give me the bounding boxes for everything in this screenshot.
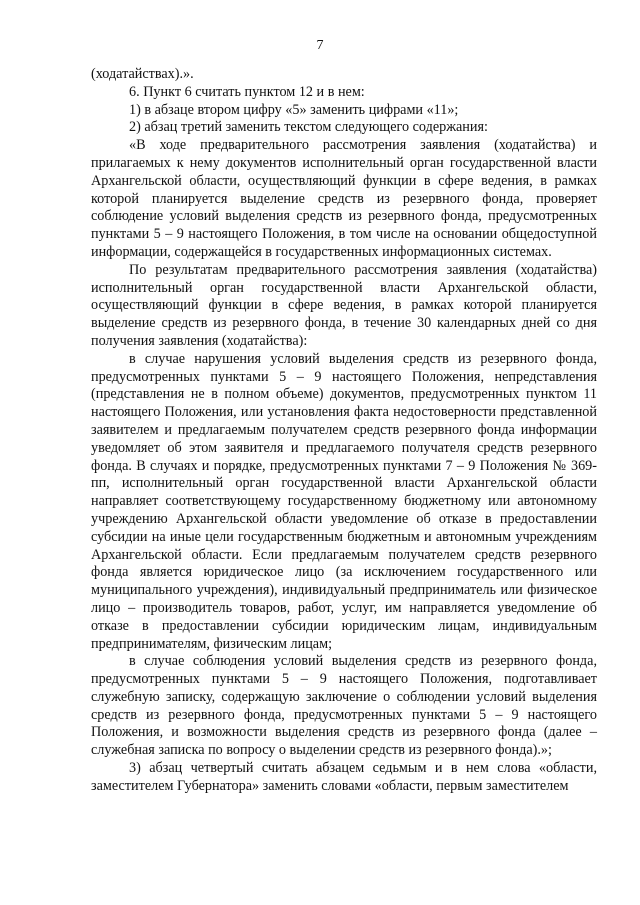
- paragraph-2: 1) в абзаце втором цифру «5» заменить цифрами «11»;: [129, 101, 459, 118]
- paragraph-8: 3) абзац четвертый считать абзацем седьмым и в нем слова «области, заместителем Губернатора» заменить словами «области, первым заместителем: [91, 760, 597, 794]
- page-number: 7: [316, 38, 324, 53]
- paragraph-5: По результатам предварительного рассмотрения заявления (ходатайства) исполнительный орган государственной власти Архангельской области, осуществляющий функции в сфере ведения, в рамках которой планируется выделение средств из резервного фонда, в течение 30 календарных дней со дня получения заявления (ходатайства):: [91, 261, 597, 349]
- paragraph-7: в случае соблюдения условий выделения средств из резервного фонда, предусмотренных пунктами 5 – 9 настоящего Положения, подготавливает служебную записку, содержащую заключение о соблюдении условий выделения средств из резервного фонда, предусмотренных пунктами 5 – 9 настоящего Положения, и возможности выделения средств из резервного фонда (далее – служебная записка по вопросу о выделении средств из резервного фонда).»;: [91, 653, 597, 759]
- paragraph-1: 6. Пункт 6 считать пунктом 12 и в нем:: [129, 83, 365, 100]
- document-body: [91, 66, 597, 796]
- paragraph-0: (ходатайствах).».: [91, 66, 194, 82]
- paragraph-3: 2) абзац третий заменить текстом следующего содержания:: [129, 119, 488, 136]
- paragraph-6: в случае нарушения условий выделения средств из резервного фонда, предусмотренных пунктами 5 – 9 настоящего Положения, непредставления (представления не в полном объеме) документов, предусмотренных пунктом 11 настоящего Положения, или установления факта недостоверности представленной заявителем и предлагаемым получателем средств резервного фонда информации уведомляет об этом заявителя и предлагаемого получателя средств резервного фонда. В случаях и порядке, предусмотренных пунктами 7 – 9 Положения № 369-пп, исполнительный орган государственной власти Архангельской области направляет соответствующему государственному бюджетному или автономному учреждению Архангельской области уведомление об отказе в предоставлении субсидии на иные цели государственным бюджетным и автономным учреждениям Архангельской области. Если предлагаемым получателем средств резервного фонда является юридическое лицо (за исключением государственного или муниципального учреждения), индивидуальный предприниматель или физическое лицо – производитель товаров, работ, услуг, им направляется уведомление об отказе в предоставлении субсидии юридическим лицам, индивидуальным предпринимателям, физическим лицам;: [91, 350, 597, 652]
- paragraph-4: «В ходе предварительного рассмотрения заявления (ходатайства) и прилагаемых к нему документов исполнительный орган государственной власти Архангельской области, осуществляющий функции в сфере ведения, в рамках которой планируется выделение средств из резервного фонда, проверяет соблюдение условий выделения средств из резервного фонда, предусмотренных пунктами 5 – 9 настоящего Положения, в том числе на основании общедоступной информации, содержащейся в государственных информационных системах.: [91, 137, 597, 260]
